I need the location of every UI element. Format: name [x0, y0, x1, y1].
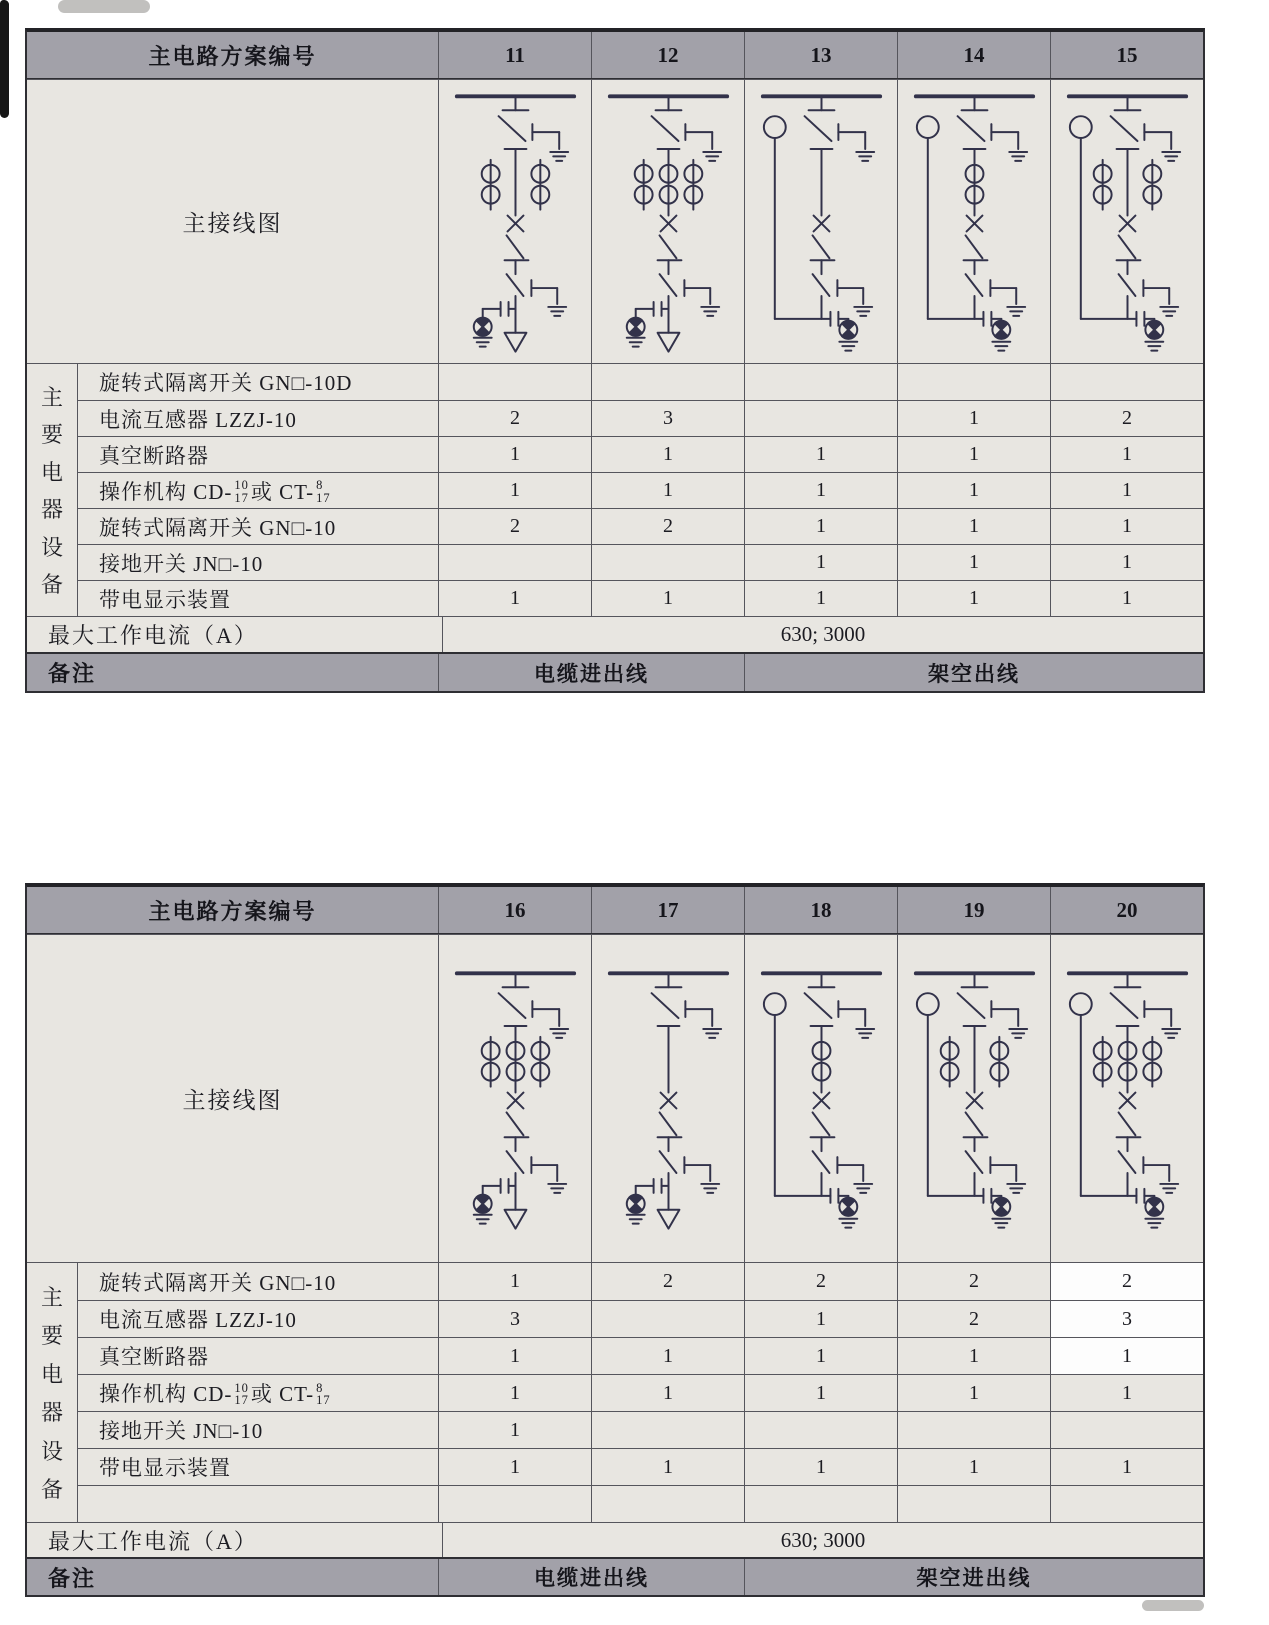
- equipment-count-cell: 1: [1050, 1449, 1203, 1485]
- equipment-count-cell: 1: [744, 509, 897, 544]
- equipment-row: [78, 1374, 1203, 1411]
- equipment-count-cell: 2: [1050, 401, 1203, 436]
- scheme-table-11-15: [25, 28, 1205, 693]
- equipment-name-fraction: [316, 1382, 331, 1407]
- remark-cells: [438, 1559, 1203, 1595]
- main-circuit-diagram-scheme-14: [898, 82, 1050, 361]
- equipment-count-cell: [897, 1412, 1050, 1448]
- side-label-character: 器: [40, 497, 63, 523]
- fraction-denominator: 17: [234, 1393, 249, 1407]
- scheme-number: 14: [897, 32, 1050, 78]
- main-wiring-diagram-cell: [1050, 80, 1203, 363]
- equipment-count-cell: 1: [744, 1301, 897, 1337]
- equipment-count-cell: 1: [1050, 509, 1203, 544]
- equipment-count-cell: [591, 1486, 744, 1522]
- equipment-count-cell: 2: [897, 1301, 1050, 1337]
- equipment-count-cell: 1: [897, 473, 1050, 508]
- main-circuit-diagram-scheme-11: [439, 82, 591, 361]
- side-label-character: 要: [40, 422, 63, 448]
- main-wiring-diagram-cell: [1050, 935, 1203, 1262]
- main-wiring-diagram-cell: [897, 935, 1050, 1262]
- equipment-name: 带电显示装置: [99, 1456, 231, 1480]
- equipment-count-cell: 1: [897, 509, 1050, 544]
- equipment-count-cell: 1: [897, 401, 1050, 436]
- equipment-count-cell: [744, 1412, 897, 1448]
- equipment-block: [27, 1262, 1203, 1522]
- scheme-number-cells: [438, 32, 1203, 78]
- equipment-name: 接地开关 JN□-10: [99, 1419, 264, 1443]
- main-circuit-diagram-scheme-20: [1051, 937, 1203, 1260]
- equipment-count-cell: 1: [897, 437, 1050, 472]
- equipment-count-cell: 1: [1050, 545, 1203, 580]
- equipment-name: 旋转式隔离开关 GN□-10: [99, 1270, 337, 1295]
- equipment-count-cell: [1050, 364, 1203, 400]
- equipment-count-cell: 1: [438, 473, 591, 508]
- scheme-number-header-row: [27, 32, 1203, 79]
- equipment-row: [78, 1300, 1203, 1337]
- scheme-table-16-20: [25, 883, 1205, 1597]
- equipment-count-cell: 1: [438, 437, 591, 472]
- remark-cell: 架空出线: [744, 654, 1203, 691]
- equipment-row: [78, 436, 1203, 472]
- equipment-name-text: 操作机构 CD-: [99, 479, 233, 504]
- main-wiring-diagram-cells: [438, 935, 1203, 1262]
- side-label-character: 要: [40, 1323, 63, 1349]
- max-working-current-label: 最大工作电流（A）: [48, 1528, 258, 1554]
- equipment-count-cell: 2: [438, 509, 591, 544]
- fraction-numerator: 10: [234, 1380, 249, 1395]
- equipment-count-cell: 1: [591, 1338, 744, 1374]
- equipment-count-cell: 3: [438, 1301, 591, 1337]
- equipment-name: 真空断路器: [99, 443, 209, 468]
- fraction-numerator: 10: [234, 478, 249, 492]
- equipment-count-cell: 3: [591, 401, 744, 436]
- equipment-row: [78, 508, 1203, 544]
- main-wiring-diagram-cell: [591, 935, 744, 1262]
- side-label-character: 主: [40, 1284, 63, 1310]
- equipment-count-cell: 2: [1050, 1263, 1203, 1300]
- equipment-count-cell: 1: [438, 581, 591, 616]
- equipment-name: [78, 1486, 438, 1522]
- main-circuit-diagram-scheme-18: [745, 937, 897, 1260]
- equipment-count-cell: 1: [1050, 1375, 1203, 1411]
- equipment-name: 电流互感器 LZZJ-10: [99, 1308, 297, 1332]
- equipment-count-cell: 1: [591, 1449, 744, 1485]
- main-wiring-diagram-cell: [438, 935, 591, 1262]
- side-label-character: 设: [40, 1438, 63, 1464]
- side-label-character: 主: [40, 384, 63, 410]
- main-wiring-diagram-cell: [744, 80, 897, 363]
- main-wiring-diagram-cells: [438, 80, 1203, 363]
- remark-cells: [438, 654, 1203, 691]
- equipment-count-cell: [1050, 1412, 1203, 1448]
- remark-cell: 电缆进出线: [438, 1559, 744, 1595]
- side-label-character: 电: [40, 1361, 63, 1387]
- main-wiring-diagram-label: 主接线图: [182, 211, 283, 236]
- equipment-name-text: 或 CT-: [250, 1382, 315, 1406]
- scheme-number: 17: [591, 887, 744, 933]
- equipment-count-cell: 1: [897, 581, 1050, 616]
- equipment-rows: [78, 1263, 1203, 1522]
- equipment-count-cell: [591, 1412, 744, 1448]
- equipment-count-cell: 3: [1050, 1301, 1203, 1337]
- remark-label: 备注: [48, 661, 97, 686]
- scheme-number: 13: [744, 32, 897, 78]
- side-label-character: 设: [40, 534, 63, 560]
- equipment-count-cell: 1: [744, 1375, 897, 1411]
- fraction-numerator: 8: [316, 478, 324, 492]
- main-wiring-diagram-cell: [744, 935, 897, 1262]
- equipment-name: [78, 1375, 438, 1411]
- equipment-count-cell: 2: [897, 1263, 1050, 1300]
- scheme-number: 16: [438, 887, 591, 933]
- equipment-rows: [78, 364, 1203, 616]
- side-label-character: 备: [40, 572, 63, 598]
- main-circuit-diagram-scheme-16: [439, 937, 591, 1260]
- equipment-name-fraction: [234, 479, 249, 504]
- equipment-row: [78, 1448, 1203, 1485]
- scheme-number: 11: [438, 32, 591, 78]
- equipment-count-cell: 2: [591, 509, 744, 544]
- equipment-name-fraction: [234, 1382, 249, 1407]
- equipment-row: [78, 472, 1203, 508]
- fraction-denominator: 17: [316, 1393, 331, 1407]
- equipment-row: [78, 400, 1203, 436]
- scheme-number: 19: [897, 887, 1050, 933]
- scheme-number: 20: [1050, 887, 1203, 933]
- equipment-count-cell: 1: [438, 1338, 591, 1374]
- side-label-character: 器: [40, 1400, 63, 1426]
- equipment-count-cell: [591, 364, 744, 400]
- equipment-row: [78, 544, 1203, 580]
- equipment-count-cell: 1: [1050, 437, 1203, 472]
- main-wiring-diagram-cell: [438, 80, 591, 363]
- side-label-character: 备: [40, 1477, 63, 1503]
- scheme-number-header-row: [27, 887, 1203, 934]
- equipment-count-cell: 1: [438, 1449, 591, 1485]
- equipment-count-cell: [897, 364, 1050, 400]
- scheme-number: 15: [1050, 32, 1203, 78]
- equipment-count-cell: [591, 1301, 744, 1337]
- scheme-number-header-label: 主电路方案编号: [148, 43, 317, 69]
- equipment-count-cell: 1: [744, 581, 897, 616]
- equipment-row: [78, 1485, 1203, 1522]
- equipment-count-cell: [1050, 1486, 1203, 1522]
- equipment-count-cell: 1: [897, 1338, 1050, 1374]
- equipment-count-cell: 1: [744, 545, 897, 580]
- equipment-count-cell: 1: [591, 473, 744, 508]
- equipment-count-cell: 1: [744, 473, 897, 508]
- equipment-name-text: 或 CT-: [250, 479, 315, 504]
- equipment-name: 旋转式隔离开关 GN□-10D: [99, 371, 353, 395]
- main-wiring-diagram-cell: [897, 80, 1050, 363]
- remark-cell: 电缆进出线: [438, 654, 744, 691]
- equipment-name: [78, 473, 438, 508]
- max-working-current-label: 最大工作电流（A）: [48, 623, 258, 648]
- side-label-main-electrical-equipment: [27, 1263, 78, 1522]
- main-wiring-diagram-label: 主接线图: [182, 1088, 283, 1113]
- equipment-count-cell: [591, 545, 744, 580]
- equipment-count-cell: 1: [744, 437, 897, 472]
- equipment-count-cell: 2: [744, 1263, 897, 1300]
- equipment-count-cell: 1: [897, 1449, 1050, 1485]
- main-circuit-diagram-scheme-15: [1051, 82, 1203, 361]
- side-label-character: 电: [40, 459, 63, 485]
- equipment-row: [78, 1337, 1203, 1374]
- equipment-name: 旋转式隔离开关 GN□-10: [99, 515, 337, 540]
- main-wiring-diagram-row: [27, 934, 1203, 1262]
- scan-artifact-left-mark: [0, 0, 7, 92]
- equipment-count-cell: 2: [591, 1263, 744, 1300]
- scheme-number: 18: [744, 887, 897, 933]
- equipment-name: 电流互感器 LZZJ-10: [99, 407, 297, 432]
- equipment-count-cell: 1: [591, 1375, 744, 1411]
- equipment-count-cell: [438, 545, 591, 580]
- scan-artifact-bottom-smudge: [58, 0, 150, 13]
- main-circuit-diagram-scheme-19: [898, 937, 1050, 1260]
- equipment-row: [78, 364, 1203, 400]
- equipment-count-cell: 1: [897, 545, 1050, 580]
- remark-row: [27, 652, 1203, 691]
- equipment-count-cell: 1: [591, 437, 744, 472]
- scheme-number: 12: [591, 32, 744, 78]
- max-working-current-value: 630; 3000: [442, 1523, 1203, 1557]
- equipment-name-text: 操作机构 CD-: [99, 1382, 233, 1406]
- side-label-main-electrical-equipment: [27, 364, 78, 616]
- equipment-count-cell: [744, 401, 897, 436]
- equipment-count-cell: [897, 1486, 1050, 1522]
- max-working-current-row: [27, 616, 1203, 652]
- main-circuit-diagram-scheme-13: [745, 82, 897, 361]
- equipment-count-cell: [438, 1486, 591, 1522]
- equipment-count-cell: 1: [438, 1375, 591, 1411]
- remark-label: 备注: [48, 1565, 97, 1591]
- main-circuit-diagram-scheme-12: [592, 82, 744, 361]
- remark-row: [27, 1557, 1203, 1595]
- equipment-count-cell: 1: [1050, 473, 1203, 508]
- equipment-row: [78, 580, 1203, 616]
- equipment-count-cell: 1: [438, 1263, 591, 1300]
- equipment-count-cell: 1: [897, 1375, 1050, 1411]
- scheme-number-header-label: 主电路方案编号: [148, 898, 317, 924]
- fraction-denominator: 17: [316, 490, 331, 505]
- equipment-count-cell: 1: [744, 1338, 897, 1374]
- equipment-block: [27, 363, 1203, 616]
- equipment-count-cell: [744, 1486, 897, 1522]
- fraction-numerator: 8: [316, 1380, 324, 1395]
- equipment-count-cell: [744, 364, 897, 400]
- equipment-name: 接地开关 JN□-10: [99, 551, 264, 576]
- equipment-count-cell: 1: [1050, 1338, 1203, 1374]
- equipment-count-cell: [438, 364, 591, 400]
- remark-cell: 架空进出线: [744, 1559, 1203, 1595]
- max-working-current-row: [27, 1522, 1203, 1557]
- equipment-name: 真空断路器: [99, 1345, 209, 1369]
- equipment-name-fraction: [316, 479, 331, 504]
- scheme-number-cells: [438, 887, 1203, 933]
- equipment-name: 带电显示装置: [99, 587, 231, 612]
- main-wiring-diagram-row: [27, 79, 1203, 363]
- equipment-count-cell: 1: [438, 1412, 591, 1448]
- max-working-current-value: 630; 3000: [442, 617, 1203, 652]
- fraction-denominator: 17: [234, 490, 249, 505]
- equipment-row: [78, 1411, 1203, 1448]
- equipment-count-cell: 1: [591, 581, 744, 616]
- equipment-row: [78, 1263, 1203, 1300]
- main-circuit-diagram-scheme-17: [592, 937, 744, 1260]
- equipment-count-cell: 1: [1050, 581, 1203, 616]
- scan-artifact-bottom-smudge: [1142, 1600, 1204, 1611]
- main-wiring-diagram-cell: [591, 80, 744, 363]
- equipment-count-cell: 1: [744, 1449, 897, 1485]
- equipment-count-cell: 2: [438, 401, 591, 436]
